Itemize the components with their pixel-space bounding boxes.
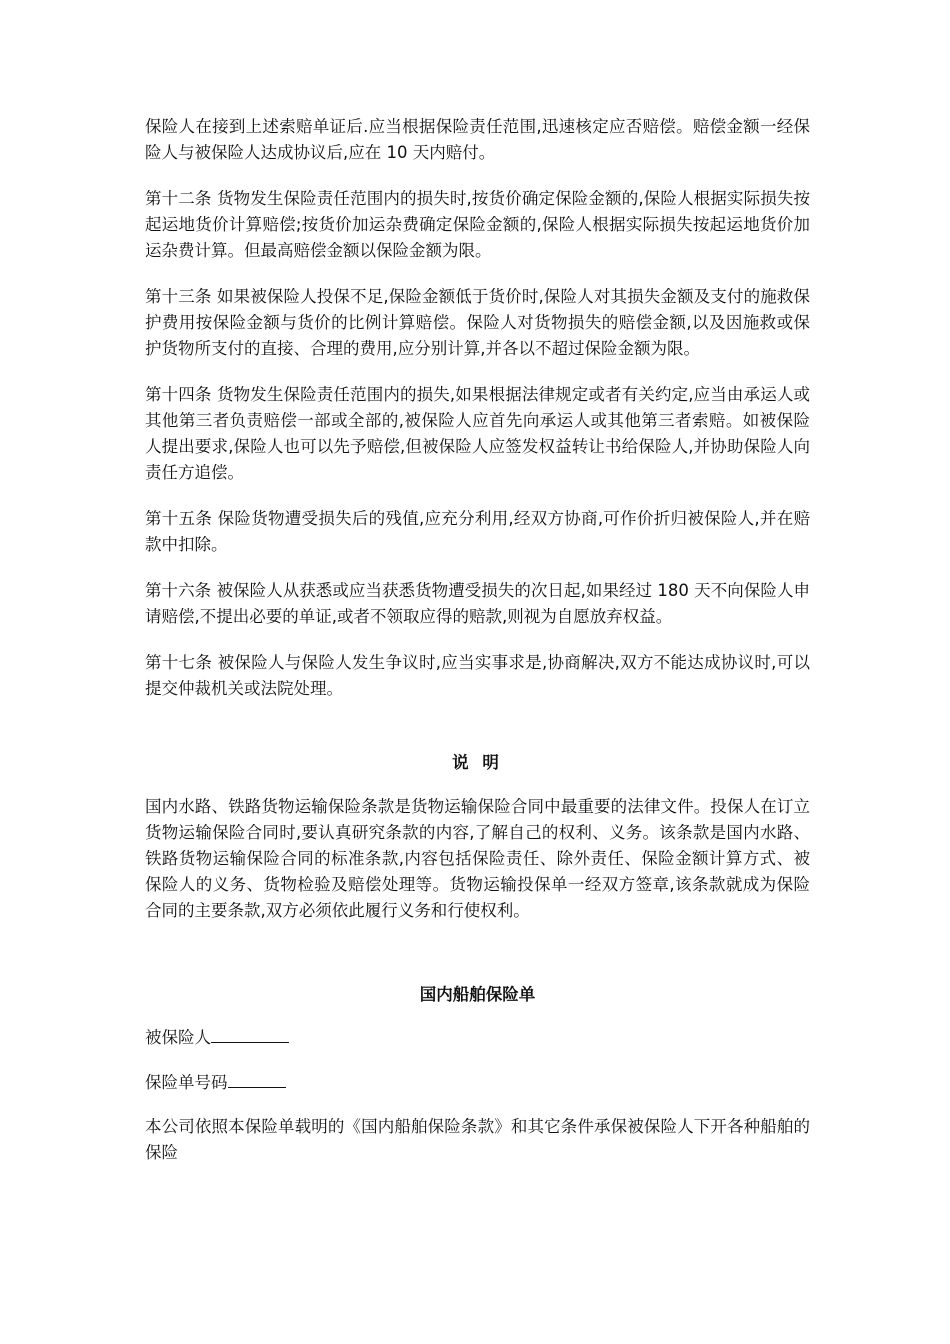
clause-15: 第十五条 保险货物遭受损失后的残值,应充分利用,经双方协商,可作价折归被保险人,并在赔款中扣除。 — [145, 509, 810, 554]
explanation-paragraph: 国内水路、铁路货物运输保险条款是货物运输保险合同中最重要的法律文件。投保人在订立货物运输保险合同时,要认真研究条款的内容,了解自己的权利、义务。该条款是国内水路、铁路货物运输保险合同的标准条款,内容包括保险责任、除外责任、保险金额计算方式、被保险人的义务、货物检验及赔偿处理等。货物运输投保单一经双方签章,该条款就成为保险合同的主要条款,双方必须依此履行义务和行使权利。 — [145, 797, 810, 920]
policy-number-blank-line[interactable] — [228, 1069, 286, 1088]
insured-label: 被保险人 — [145, 1028, 211, 1047]
policy-heading: 国内船舶保险单 — [419, 985, 536, 1004]
explanation-heading: 说 明 — [452, 753, 503, 772]
clause-paragraph-claim-payment: 保险人在接到上述索赔单证后.应当根据保险责任范围,迅速核定应否赔偿。赔偿金额一经保险人与被保险人达成协议后,应在 10 天内赔付。 — [145, 117, 810, 162]
document-page — [145, 114, 810, 1166]
clause-17: 第十七条 被保险人与保险人发生争议时,应当实事求是,协商解决,双方不能达成协议时,可以提交仲裁机关或法院处理。 — [145, 653, 810, 698]
clause-13: 第十三条 如果被保险人投保不足,保险金额低于货价时,保险人对其损失金额及支付的施救保护费用按保险金额与货价的比例计算赔偿。保险人对货物损失的赔偿金额,以及因施救或保护货物所支付的直接、合理的费用,应分别计算,并各以不超过保险金额为限。 — [145, 287, 810, 358]
policy-number-label: 保险单号码 — [145, 1073, 228, 1092]
clause-14: 第十四条 货物发生保险责任范围内的损失,如果根据法律规定或者有关约定,应当由承运人或其他第三者负责赔偿一部或全部的,被保险人应首先向承运人或其他第三者索赔。如被保险人提出要求,保险人也可以先予赔偿,但被保险人应签发权益转让书给保险人,并协助保险人向责任方追偿。 — [145, 385, 810, 482]
policy-statement: 本公司依照本保险单载明的《国内船舶保险条款》和其它条件承保被保险人下开各种船舶的保险 — [145, 1117, 810, 1162]
clause-12: 第十二条 货物发生保险责任范围内的损失时,按货价确定保险金额的,保险人根据实际损失按起运地货价计算赔偿;按货价加运杂费确定保险金额的,保险人根据实际损失按起运地货价加运杂费计算。但最高赔偿金额以保险金额为限。 — [145, 189, 810, 260]
insured-blank-line[interactable] — [211, 1024, 289, 1043]
clause-16: 第十六条 被保险人从获悉或应当获悉货物遭受损失的次日起,如果经过 180 天不向保险人申请赔偿,不提出必要的单证,或者不领取应得的赔款,则视为自愿放弃权益。 — [145, 581, 810, 626]
policy-number-field — [145, 1069, 810, 1096]
insured-field — [145, 1024, 810, 1051]
